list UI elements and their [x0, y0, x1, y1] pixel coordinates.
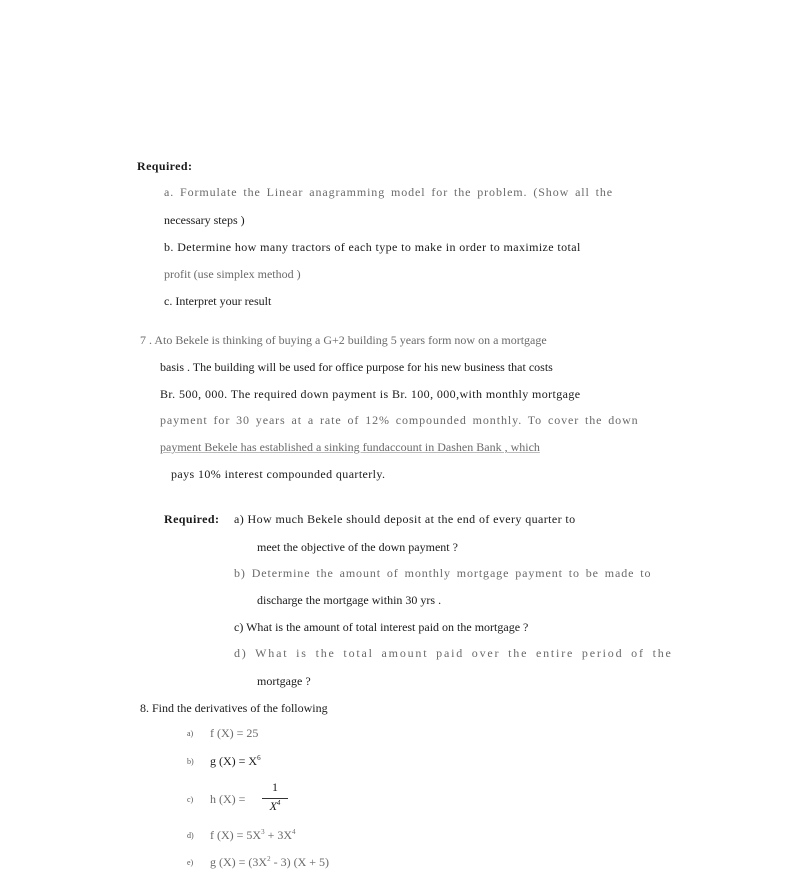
q8-item-e-label: e): [187, 858, 194, 867]
q8-item-b-label: b): [187, 757, 194, 766]
q7-line-2: basis . The building will be used for office purpose for his new business that costs: [160, 360, 553, 374]
q8-item-e-expr: g (X) = (3X: [210, 855, 268, 869]
q8-item-d-expr-wrap: [210, 827, 296, 843]
q8-item-b-expr-wrap: [210, 753, 261, 769]
q7-line-3: Br. 500, 000. The required down payment is Br. 100, 000,with monthly mortgage: [160, 387, 581, 401]
q8-item-c-label: c): [187, 795, 194, 804]
q8-item-d-exponent-2: 4: [292, 828, 296, 836]
required-heading: Required:: [137, 159, 193, 173]
q8-item-d-exponent-1: 3: [261, 828, 265, 836]
required-c: c. Interpret your result: [164, 294, 272, 308]
q8-item-d-label: d): [187, 831, 194, 840]
q8-item-c-fraction: [262, 780, 288, 816]
q8-item-e-exponent: 2: [267, 855, 271, 863]
q8-item-c-numerator: 1: [272, 780, 278, 794]
q7-required-label: Required:: [164, 512, 220, 526]
q7-req-b-line-1: b) Determine the amount of monthly mortgage payment to be made to: [234, 566, 652, 580]
q7-line-5: payment Bekele has established a sinking fundaccount in Dashen Bank , which: [160, 440, 540, 454]
required-a-line-2: necessary steps ): [164, 213, 245, 227]
q8-item-b-exponent: 6: [257, 754, 261, 762]
q7-req-a-line-2: meet the objective of the down payment ?: [257, 540, 458, 554]
q8-item-c-denominator: X: [269, 799, 277, 813]
q8-item-d-expr: f (X) = 5X: [210, 828, 262, 842]
q8-item-d-mid: + 3X: [264, 828, 293, 842]
q7-req-d-line-1: d) What is the total amount paid over the entire period of the: [234, 646, 673, 660]
q8-item-e-expr-wrap: [210, 854, 329, 870]
q7-req-b-line-2: discharge the mortgage within 30 yrs .: [257, 593, 442, 607]
q8-item-c-expr: h (X) =: [210, 792, 246, 806]
q7-req-a-line-1: a) How much Bekele should deposit at the end of every quarter to: [234, 512, 576, 526]
q7-line-1: 7 . Ato Bekele is thinking of buying a G+2 building 5 years form now on a mortgage: [140, 333, 547, 347]
q7-line-6: pays 10% interest compounded quarterly.: [171, 467, 386, 481]
q8-item-a-label: a): [187, 729, 194, 738]
q8-item-b-expr: g (X) = X: [210, 754, 258, 768]
q8-item-a-expr: f (X) = 25: [210, 726, 259, 740]
required-b-line-2: profit (use simplex method ): [164, 267, 301, 281]
q7-line-4: payment for 30 years at a rate of 12% compounded monthly. To cover the down: [160, 413, 639, 427]
required-a-line-1: a. Formulate the Linear anagramming model for the problem. (Show all the: [164, 185, 614, 199]
q8-item-e-tail: - 3) (X + 5): [270, 855, 330, 869]
q8-item-c-den-exponent: 4: [276, 799, 281, 807]
q8-intro: 8. Find the derivatives of the following: [140, 701, 328, 715]
q7-req-c: c) What is the amount of total interest paid on the mortgage ?: [234, 620, 529, 634]
required-b-line-1: b. Determine how many tractors of each type to make in order to maximize total: [164, 240, 581, 254]
q7-req-d-line-2: mortgage ?: [257, 674, 311, 688]
q8-item-c-denominator-wrap: [262, 799, 288, 814]
